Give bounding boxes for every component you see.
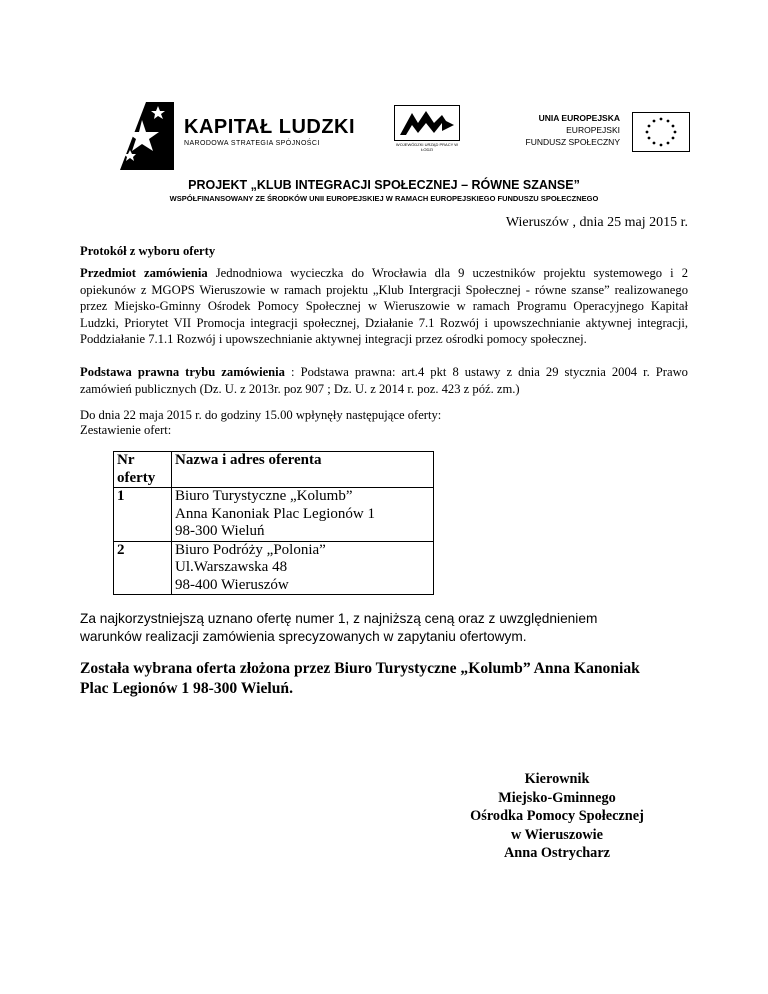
row-1-line1: Biuro Turystyczne „Kolumb” [175, 488, 353, 504]
signature-line4: w Wieruszowie [511, 826, 603, 843]
legal-paragraph [80, 364, 688, 397]
wup-logo [394, 105, 460, 157]
kapital-ludzki-subtitle: NARODOWA STRATEGIA SPÓJNOŚCI [184, 140, 320, 147]
offers-intro-line1: Do dnia 22 maja 2015 r. do godziny 15.00 wpłynęły następujące oferty: [80, 408, 442, 422]
project-subtitle: WSPÓŁFINANSOWANY ZE ŚRODKÓW UNII EUROPEJSKIEJ W RAMACH EUROPEJSKIEGO FUNDUSZU SPOŁECZNEGO [169, 194, 599, 203]
row-1-line3: 98-300 Wieluń [175, 523, 265, 539]
table-header-name: Nazwa i adres oferenta [172, 452, 434, 488]
signature-line3: Ośrodka Pomocy Społecznej [470, 808, 644, 824]
eu-fund-line2: FUNDUSZ SPOŁECZNY [525, 137, 620, 147]
row-1-nr: 1 [114, 488, 172, 542]
wup-text: WOJEWÓDZKI URZĄD PRACY W ŁODZI [395, 142, 459, 152]
row-2-name [172, 541, 434, 595]
wup-arrow-icon [394, 105, 460, 141]
signature-line1: Kierownik [524, 771, 590, 787]
conclusion-text: Za najkorzystniejszą uznano ofertę numer 1, z najniższą ceną oraz z uwzględnieniem warunków realizacji zamówienia sprecyzowanych w zapytaniu ofertowym. [80, 611, 598, 644]
eu-flag-icon [632, 112, 690, 152]
subject-text: Jednodniowa wycieczka do Wrocławia dla 9 uczestników projektu systemowego i 2 opiekunów z MGOPS Wieruszowie w ramach projektu „Klub Intergracji Społecznej - równe szanse” realizowanego przez Miejsko-Gminny Ośrodek Pomocy Społecznej w Wieruszowie w ramach Programu Operacyjnego Kapitał Ludzki, Priorytet VII Promocja integracji społecznej, Działanie 7.1 Rozwój i upowszechnianie aktywnej integracji, Poddziałanie 7.1.1 Rozwój i upowszechnianie aktywnej integracji przez ośrodki pomocy społecznej. [80, 266, 688, 346]
kapital-ludzki-title: KAPITAŁ LUDZKI [184, 116, 356, 138]
row-2-line3: 98-400 Wieruszów [175, 576, 289, 593]
table-header-row [114, 452, 434, 488]
table-header-nr [114, 452, 172, 488]
project-title: PROJEKT „KLUB INTEGRACJI SPOŁECZNEJ – RÓWNE SZANSE” [188, 178, 580, 192]
subject-label: Przedmiot zamówienia [80, 266, 208, 280]
row-1-name [172, 488, 434, 542]
legal-text: : Podstawa prawna: art.4 pkt 8 ustawy z dnia 29 stycznia 2004 r. Prawo zamówień publicznych (Dz. U. z 2013r. poz 907 ; Dz. U. z 2014 r. poz. 423 z póź. zm.) [80, 365, 688, 396]
offers-intro-line2: Zestawienie ofert: [80, 423, 172, 437]
subject-paragraph [80, 265, 688, 348]
kapital-ludzki-logo [112, 98, 362, 172]
chosen-line2: Plac Legionów 1 98-300 Wieluń. [80, 680, 293, 697]
eu-fund-line1: EUROPEJSKI [566, 125, 620, 135]
row-2-nr: 2 [114, 541, 172, 595]
offers-intro [80, 408, 441, 438]
table-row [114, 541, 434, 595]
signature-block [457, 770, 657, 863]
chosen-offer [80, 659, 700, 699]
row-2-line2: Ul.Warszawska 48 [175, 559, 288, 575]
table-row [114, 488, 434, 542]
row-1-line2: Anna Kanoniak Plac Legionów 1 [175, 505, 375, 522]
row-2-line1: Biuro Podróży „Polonia” [175, 541, 326, 558]
signature-line2: Miejsko-Gminnego [498, 789, 616, 806]
eu-logo [500, 112, 690, 162]
legal-label: Podstawa prawna trybu zamówienia [80, 365, 285, 379]
kapital-ludzki-emblem-icon [112, 98, 182, 172]
protocol-title: Protokół z wyboru oferty [80, 244, 216, 258]
chosen-line1: Została wybrana oferta złożona przez Biuro Turystyczne „Kolumb” Anna Kanoniak [80, 660, 640, 677]
signature-line5: Anna Ostrycharz [503, 845, 611, 861]
place-date: Wieruszów , dnia 25 maj 2015 r. [505, 215, 688, 230]
col-nr-label: Nr oferty [117, 452, 156, 486]
eu-title: UNIA EUROPEJSKA [538, 113, 620, 123]
offers-table [113, 451, 434, 595]
